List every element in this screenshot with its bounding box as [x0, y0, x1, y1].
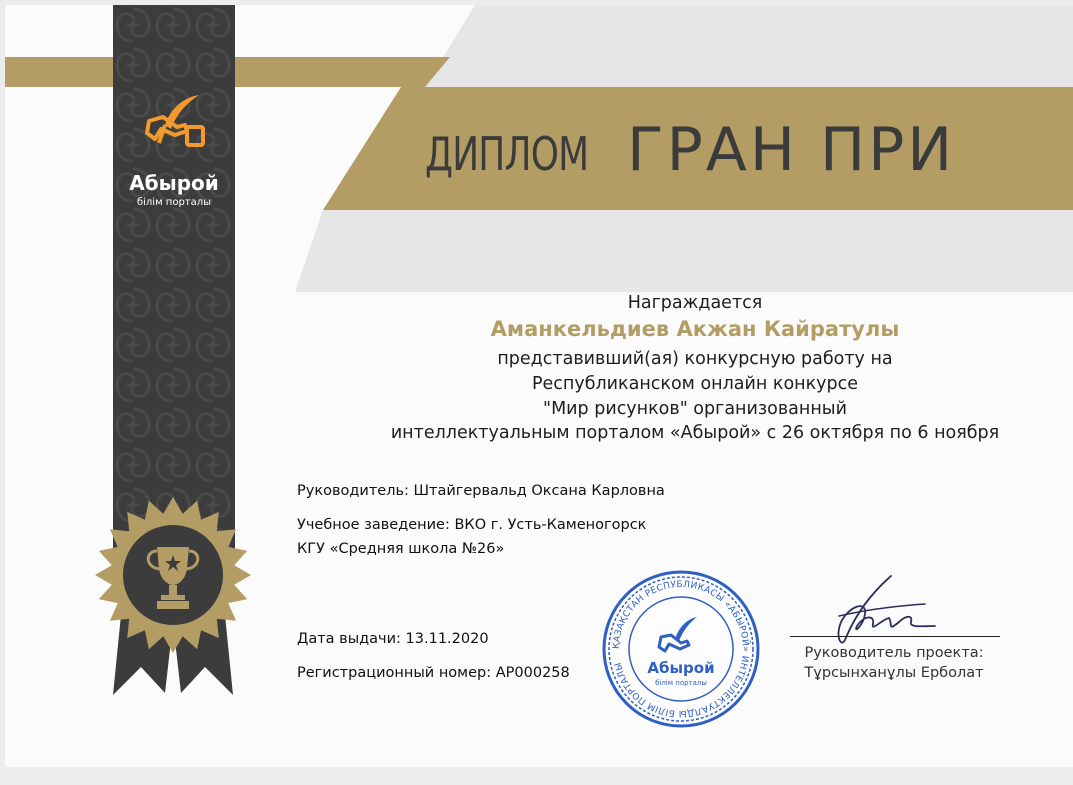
- logo-subtitle: білім порталы: [136, 197, 212, 208]
- institution-line-1: Учебное заведение: ВКО г. Усть-Каменогорск: [297, 517, 647, 533]
- quill-hand-icon: [141, 91, 211, 161]
- logo-name: Абырой: [129, 171, 219, 195]
- issue-date: Дата выдачи: 13.11.2020: [297, 631, 489, 647]
- stamp-name: Абырой: [647, 659, 715, 677]
- awarded-label: Награждается: [627, 293, 763, 313]
- diploma-certificate: [5, 5, 1073, 767]
- signature-line: [790, 636, 1000, 637]
- signatory-role: Руководитель проекта:: [804, 645, 984, 661]
- recipient-name: Аманкельдиев Акжан Кайратулы: [490, 317, 900, 341]
- supervisor: Руководитель: Штайгервальд Оксана Карловна: [297, 483, 665, 499]
- ribbon-ornament-pattern: [113, 5, 235, 565]
- body-line-3: "Мир рисунков" организованный: [543, 399, 847, 419]
- institution-line-2: КГУ «Средняя школа №26»: [297, 541, 505, 557]
- body-line-4: интеллектуальным порталом «Абырой» с 26 октября по 6 ноября: [390, 423, 1000, 443]
- award-medal: [83, 485, 263, 705]
- stamp-subtitle: білім порталы: [655, 679, 707, 687]
- official-stamp: [601, 569, 761, 729]
- body-line-2: Республиканском онлайн конкурсе: [531, 374, 859, 394]
- registration-number: Регистрационный номер: АР000258: [297, 665, 570, 681]
- stamp-ring-text: ҚАЗАҚСТАН РЕСПУБЛИКАСЫ «АБЫРОЙ» ИНТЕЛЛЕКТУАЛДЫ БІЛІМ ПОРТАЛЫ: [611, 579, 751, 719]
- title-diploma: ДИПЛОМ: [425, 127, 589, 181]
- logo: [113, 91, 235, 221]
- diploma-title: [425, 115, 955, 195]
- signature: [805, 570, 965, 650]
- body-line-1: представивший(ая) конкурсную работу на: [497, 349, 893, 369]
- title-grand-prix: ГРАН ПРИ: [627, 115, 956, 185]
- signatory-name: Тұрсынханұлы Ерболат: [804, 665, 984, 681]
